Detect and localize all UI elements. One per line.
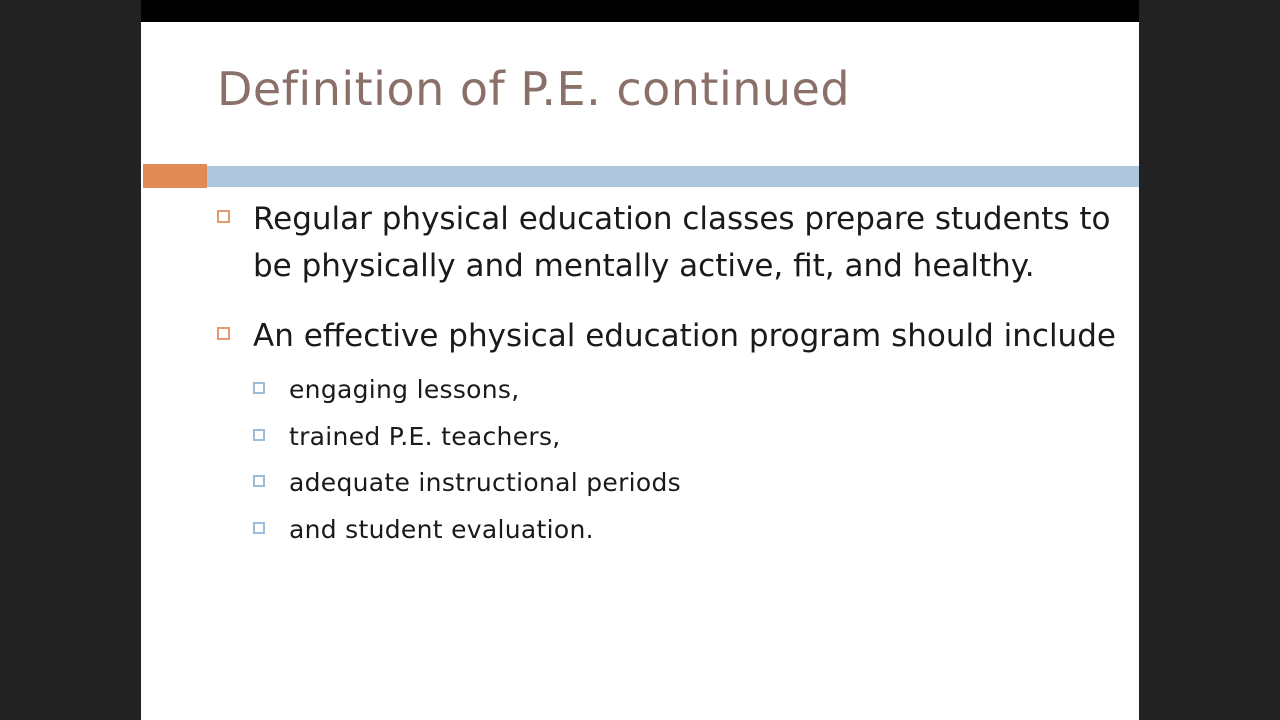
square-bullet-icon [217,210,230,223]
sub-list-item-text: trained P.E. teachers, [289,421,561,451]
square-bullet-icon [253,522,265,534]
square-bullet-icon [253,429,265,441]
slide-body [141,196,1139,568]
list-item [253,374,1139,407]
list-item [253,514,1139,547]
list-item [141,313,1139,546]
list-item-text: Regular physical education classes prepare students to be physically and mentally active, fit, and healthy. [253,201,1111,285]
title-divider [141,164,1139,188]
square-bullet-icon [253,475,265,487]
list-item-text: An effective physical education program should include [253,317,1116,354]
sub-list-item-text: adequate instructional periods [289,468,681,498]
divider-accent-orange [143,164,207,188]
slide [141,0,1139,720]
list-item [253,467,1139,500]
sub-bullet-list [253,374,1139,546]
bullet-list [141,196,1139,546]
letterbox-right [1139,0,1280,720]
list-item [253,421,1139,454]
list-item [141,196,1139,291]
slide-top-band [141,0,1139,22]
letterbox-left [0,0,141,720]
sub-list-item-text: and student evaluation. [289,514,594,544]
page-title: Definition of P.E. continued [217,62,851,116]
sub-list-item-text: engaging lessons, [289,375,520,405]
divider-accent-blue [207,166,1139,187]
square-bullet-icon [217,327,230,340]
square-bullet-icon [253,382,265,394]
